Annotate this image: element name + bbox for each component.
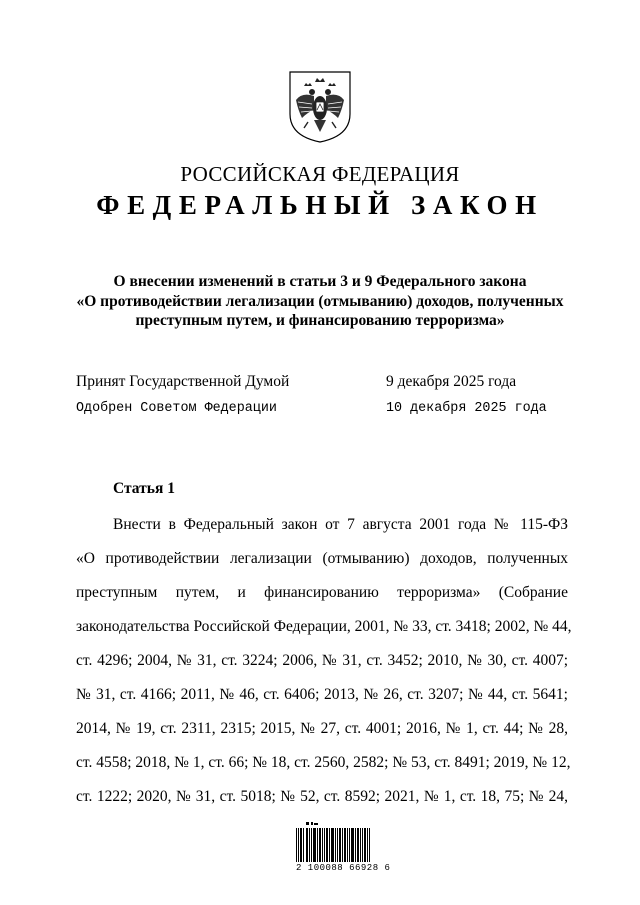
article-text-line: 2014, № 19, ст. 2311, 2315; 2015, № 27, ст. 4001; 2016, № 1, ст. 44; № 28, [76,720,568,737]
country-name: РОССИЙСКАЯ ФЕДЕРАЦИЯ [180,162,460,186]
duma-adoption-date: 9 декабря 2025 года [386,373,517,390]
law-title-line: преступным путем, и финансированию терроризма» [135,312,505,329]
law-title-line: О внесении изменений в статьи 3 и 9 Федерального закона [113,273,527,290]
article-text-line: законодательства Российской Федерации, 2001, № 33, ст. 3418; 2002, № 44, [76,618,572,635]
law-title-line: «О противодействии легализации (отмыванию) доходов, полученных [76,292,564,310]
article-text-line: ст. 4296; 2004, № 31, ст. 3224; 2006, № 31, ст. 3452; 2010, № 30, ст. 4007; [76,652,568,669]
document-type-heading: ФЕДЕРАЛЬНЫЙ ЗАКОН [96,190,544,220]
article-text-line: ст. 1222; 2020, № 31, ст. 5018; № 52, ст. 8592; 2021, № 1, ст. 18, 75; № 24, [76,788,568,805]
article-text-line: Внести в Федеральный закон от 7 августа 2001 года № 115-ФЗ [113,516,568,533]
coat-of-arms-icon [288,70,352,144]
article-text-line: ст. 4558; 2018, № 1, ст. 66; № 18, ст. 2560, 2582; № 53, ст. 8491; 2019, № 12, [76,754,571,771]
barcode-icon [296,822,370,862]
barcode-number: 2 100088 66928 6 [296,863,391,873]
law-title [60,272,580,331]
article-text-line: «О противодействии легализации (отмыванию) доходов, полученных [76,550,568,567]
article-heading: Статья 1 [113,480,175,497]
council-approval-label: Одобрен Советом Федерации [76,401,277,416]
article-text-line: преступным путем, и финансированию терроризма» (Собрание [76,584,568,601]
duma-adoption-label: Принят Государственной Думой [76,373,290,390]
article-text-line: № 31, ст. 4166; 2011, № 46, ст. 6406; 2013, № 26, ст. 3207; № 44, ст. 5641; [76,686,568,703]
council-approval-date: 10 декабря 2025 года [386,401,547,416]
